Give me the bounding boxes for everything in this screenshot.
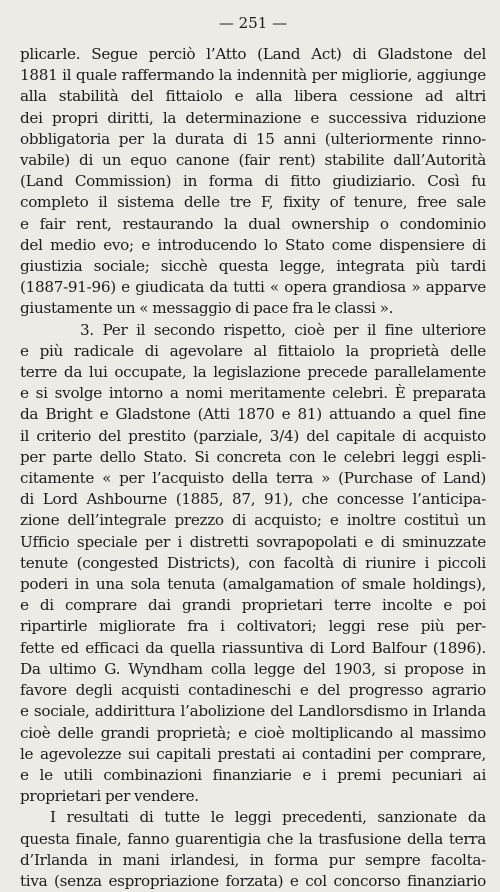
text-line: terre da lui occupate, la legislazione precede parallelamente [20, 363, 486, 382]
text-line: da Bright e Gladstone (Atti 1870 e 81) attuando a quel fine [20, 405, 486, 424]
text-line: zione dell’integrale prezzo di acquisto; e inoltre costituì un [20, 511, 486, 530]
text-line: completo il sistema delle tre F, fixity of tenure, free sale [20, 193, 486, 212]
text-line: tiva (senza espropriazione forzata) e col concorso finanziario [20, 871, 486, 890]
text-line: (1887-91-96) e giudicata da tutti « opera grandiosa » apparve [20, 278, 486, 297]
paragraph-1 [20, 44, 486, 320]
text-line: d’Irlanda in mani irlandesi, in forma pur sempre facolta- [20, 850, 486, 869]
text-line: (Land Commission) in forma di fitto giudiziario. Così fu [20, 172, 486, 191]
paragraph-3 [20, 807, 486, 892]
text-line: Ufficio speciale per i distretti sovrapopolati e di sminuzzate [20, 532, 486, 551]
text-line: tenute (congested Districts), con facoltà di riunire i piccoli [20, 553, 486, 572]
text-line: e di comprare dai grandi proprietari terre incolte e poi [20, 596, 486, 615]
text-line: plicarle. Segue perciò l’Atto (Land Act) di Gladstone del [20, 45, 486, 63]
text-line: citamente « per l’acquisto della terra » (Purchase of Land) [20, 469, 486, 488]
text-line: dei propri diritti, la determinazione e successiva riduzione [20, 108, 486, 127]
text-line: proprietari per vendere. [20, 787, 199, 806]
paragraph-2 [20, 320, 486, 808]
text-line: fette ed efficaci da quella riassuntiva di Lord Balfour (1896). [20, 638, 486, 657]
text-line: del medio evo; e introducendo lo Stato come dispensiere di [20, 235, 486, 254]
text-line: 1881 il quale raffermando la indennità per migliorie, aggiunge [20, 66, 486, 85]
text-line: e sociale, addirittura l’abolizione del Landlorsdismo in Irlanda [20, 702, 486, 721]
text-line: favore degli acquisti contadineschi e del progresso agrario [20, 681, 486, 700]
text-line: 3. Per il secondo rispetto, cioè per il fine ulteriore [80, 320, 486, 339]
text-line: vabile) di un equo canone (fair rent) stabilite dall’Autorità [20, 151, 486, 170]
text-line: e fair rent, restaurando la dual ownership o condominio [20, 214, 486, 233]
text-line: I resultati di tutte le leggi precedenti, sanzionate da [50, 808, 486, 827]
text-line: il criterio del prestito (parziale, 3/4) del capitale di acquisto [20, 426, 486, 445]
text-line: ripartirle migliorate fra i coltivatori; leggi rese più per- [20, 617, 486, 636]
text-line: per parte dello Stato. Si concreta con le celebri leggi espli- [20, 447, 486, 466]
text-line: di Lord Ashbourne (1885, 87, 91), che concesse l’anticipa- [20, 490, 486, 509]
text-line: alla stabilità del fittaiolo e alla libera cessione ad altri [20, 87, 486, 106]
text-line: e le utili combinazioni finanziarie e i premi pecuniari ai [20, 765, 486, 784]
text-line: cioè delle grandi proprietà; e cioè moltiplicando al massimo [20, 723, 486, 742]
page-number: — 251 — [218, 14, 288, 32]
text-line: poderi in una sola tenuta (amalgamation of smale holdings), [20, 575, 486, 594]
text-line: obbligatoria per la durata di 15 anni (ulteriormente rinno- [20, 129, 486, 148]
text-line: le agevolezze sui capitali prestati ai contadini per comprare, [20, 744, 486, 763]
text-line: Da ultimo G. Wyndham colla legge del 1903, si propose in [20, 659, 486, 678]
text-line: giustamente un « messaggio di pace fra le classi ». [20, 299, 394, 318]
text-line: e si svolge intorno a nomi meritamente celebri. È preparata [20, 384, 486, 403]
text-line: questa finale, fanno guarentigia che la trasfusione della terra [20, 829, 486, 848]
text-line: e più radicale di agevolare al fittaiolo la proprietà delle [20, 341, 486, 360]
text-line: giustizia sociale; sicchè questa legge, integrata più tardi [20, 257, 486, 276]
